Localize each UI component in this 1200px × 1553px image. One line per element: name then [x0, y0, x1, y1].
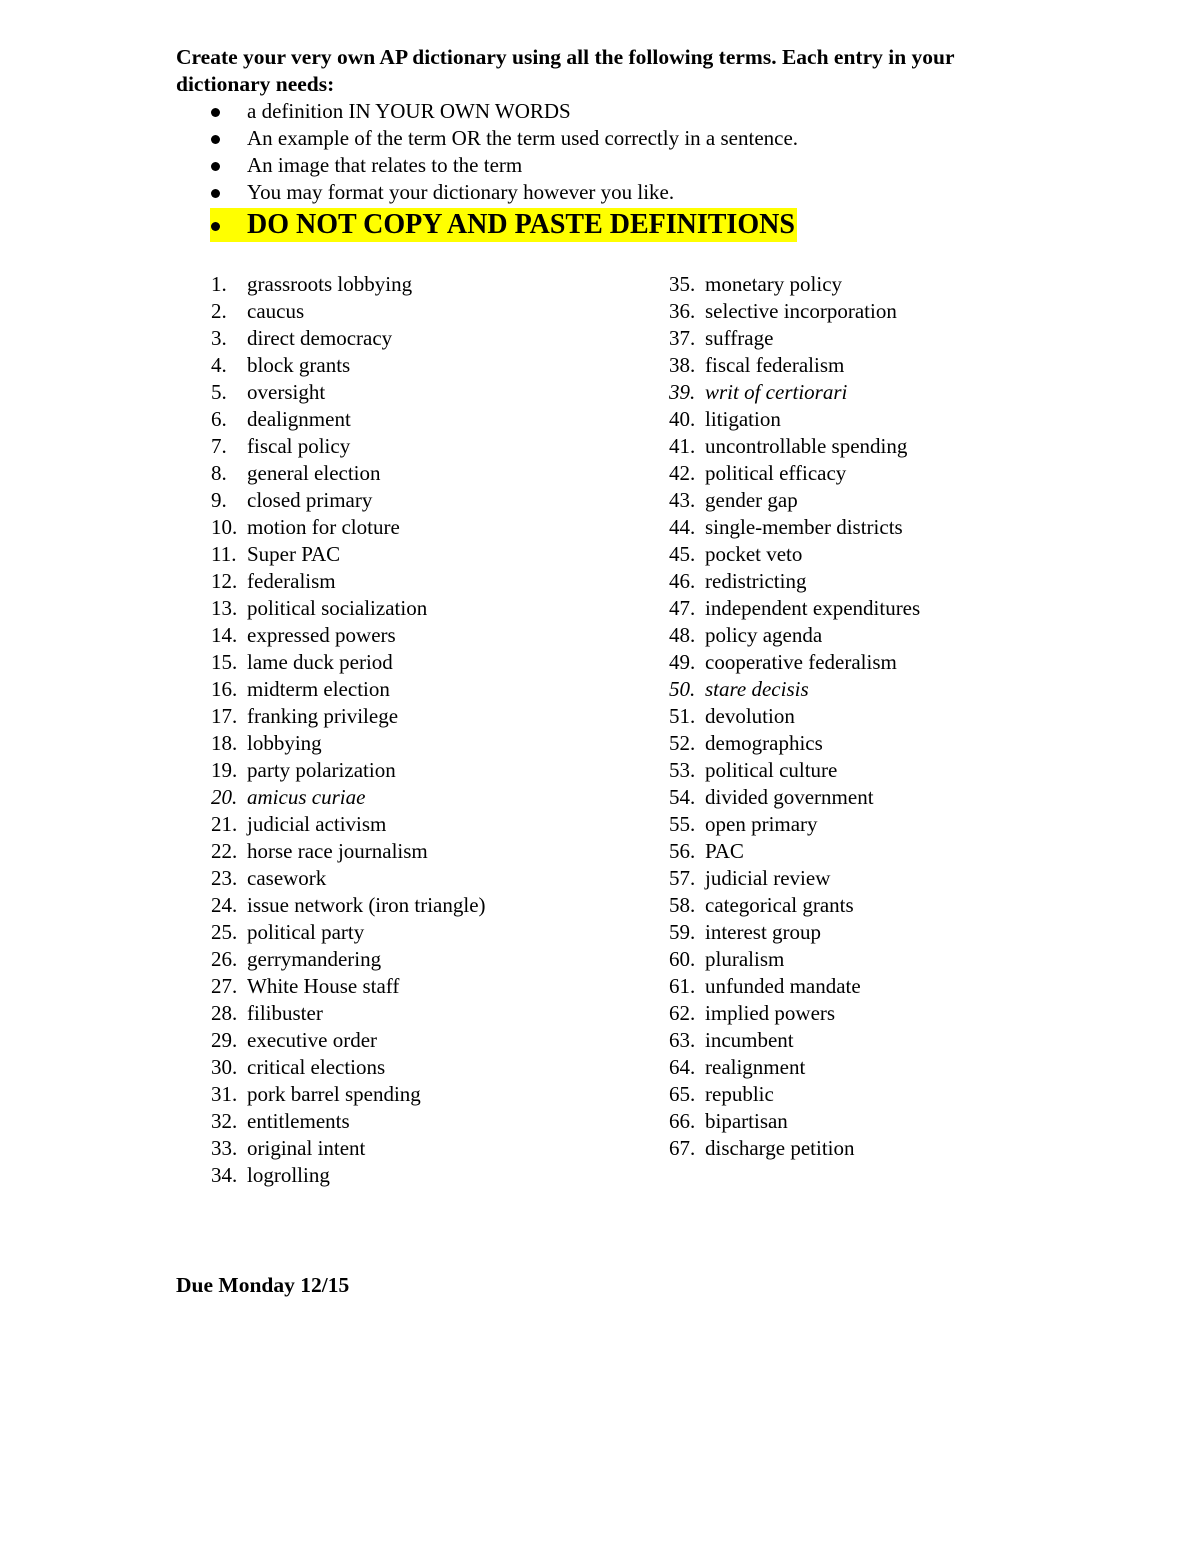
term-number: 1. [211, 272, 227, 296]
bullet-icon [211, 162, 220, 171]
term-number: 6. [211, 407, 227, 431]
requirements-list [176, 98, 798, 244]
term-text: fiscal federalism [705, 353, 845, 377]
term-text: selective incorporation [705, 299, 897, 323]
term-item [211, 595, 486, 622]
term-number: 31. [211, 1082, 238, 1106]
term-number: 36. [669, 299, 696, 323]
term-number: 25. [211, 920, 238, 944]
highlighted-warning: DO NOT COPY AND PASTE DEFINITIONS [210, 208, 797, 242]
term-number: 60. [669, 947, 696, 971]
term-text: lame duck period [247, 650, 393, 674]
term-text: entitlements [247, 1109, 350, 1133]
term-number: 61. [669, 974, 696, 998]
term-text: amicus curiae [247, 785, 366, 809]
term-item [669, 325, 920, 352]
term-text: independent expenditures [705, 596, 921, 620]
term-item [669, 1027, 920, 1054]
term-item [211, 487, 486, 514]
term-text: fiscal policy [247, 434, 351, 458]
term-item [211, 946, 486, 973]
term-item [669, 298, 920, 325]
term-text: suffrage [705, 326, 774, 350]
term-text: filibuster [247, 1001, 323, 1025]
term-number: 34. [211, 1163, 238, 1187]
term-number: 56. [669, 839, 696, 863]
term-number: 41. [669, 434, 696, 458]
term-text: implied powers [705, 1001, 836, 1025]
term-item [669, 649, 920, 676]
term-item [669, 811, 920, 838]
term-text: issue network (iron triangle) [247, 893, 486, 917]
term-text: political efficacy [705, 461, 847, 485]
term-item [669, 946, 920, 973]
bullet-icon [211, 189, 220, 198]
term-text: direct democracy [247, 326, 393, 350]
term-number: 42. [669, 461, 696, 485]
term-text: caucus [247, 299, 305, 323]
term-number: 38. [669, 353, 696, 377]
term-text: motion for cloture [247, 515, 400, 539]
term-number: 5. [211, 380, 227, 404]
term-number: 54. [669, 785, 696, 809]
term-text: pluralism [705, 947, 785, 971]
term-text: critical elections [247, 1055, 386, 1079]
requirement-text: a definition IN YOUR OWN WORDS [247, 99, 571, 123]
term-text: political culture [705, 758, 838, 782]
term-text: White House staff [247, 974, 400, 998]
term-text: horse race journalism [247, 839, 428, 863]
term-number: 35. [669, 272, 696, 296]
term-item [669, 838, 920, 865]
term-text: oversight [247, 380, 326, 404]
term-item [669, 460, 920, 487]
term-item [211, 973, 486, 1000]
term-item [669, 622, 920, 649]
term-item [211, 325, 486, 352]
term-number: 19. [211, 758, 238, 782]
term-text: party polarization [247, 758, 396, 782]
term-number: 63. [669, 1028, 696, 1052]
term-number: 8. [211, 461, 227, 485]
term-text: lobbying [247, 731, 322, 755]
term-text: Super PAC [247, 542, 341, 566]
term-item [211, 1081, 486, 1108]
term-text: general election [247, 461, 381, 485]
requirement-item [176, 125, 798, 152]
term-text: gender gap [705, 488, 798, 512]
term-number: 67. [669, 1136, 696, 1160]
term-number: 4. [211, 353, 227, 377]
term-item [669, 919, 920, 946]
term-item [211, 379, 486, 406]
term-number: 66. [669, 1109, 696, 1133]
term-text: political party [247, 920, 365, 944]
term-text: discharge petition [705, 1136, 855, 1160]
term-number: 20. [211, 785, 238, 809]
term-text: open primary [705, 812, 818, 836]
term-item [669, 568, 920, 595]
term-item [211, 757, 486, 784]
due-date: Due Monday 12/15 [176, 1273, 350, 1297]
term-number: 55. [669, 812, 696, 836]
term-number: 3. [211, 326, 227, 350]
term-item [669, 406, 920, 433]
term-item [211, 811, 486, 838]
term-number: 14. [211, 623, 238, 647]
term-number: 51. [669, 704, 696, 728]
requirement-item [176, 152, 798, 179]
term-item [669, 595, 920, 622]
term-number: 33. [211, 1136, 238, 1160]
term-item [669, 973, 920, 1000]
term-text: redistricting [705, 569, 807, 593]
term-item [669, 1135, 920, 1162]
term-number: 59. [669, 920, 696, 944]
term-item [669, 703, 920, 730]
bullet-icon [211, 222, 220, 231]
term-number: 17. [211, 704, 238, 728]
term-text: block grants [247, 353, 351, 377]
term-number: 47. [669, 596, 696, 620]
requirement-item [176, 98, 798, 125]
term-number: 21. [211, 812, 238, 836]
term-text: dealignment [247, 407, 351, 431]
term-number: 28. [211, 1001, 238, 1025]
term-text: political socialization [247, 596, 428, 620]
term-text: republic [705, 1082, 774, 1106]
term-number: 39. [669, 380, 696, 404]
term-item [669, 514, 920, 541]
warning-item [176, 208, 798, 244]
term-item [211, 865, 486, 892]
term-text: incumbent [705, 1028, 794, 1052]
term-number: 26. [211, 947, 238, 971]
term-item [211, 460, 486, 487]
term-item [669, 784, 920, 811]
term-item [211, 514, 486, 541]
term-number: 52. [669, 731, 696, 755]
term-item [211, 352, 486, 379]
term-number: 46. [669, 569, 696, 593]
term-item [211, 541, 486, 568]
term-number: 49. [669, 650, 696, 674]
term-number: 23. [211, 866, 238, 890]
term-number: 11. [211, 542, 237, 566]
term-item [669, 433, 920, 460]
term-item [211, 1135, 486, 1162]
term-item [669, 541, 920, 568]
term-item [669, 379, 920, 406]
term-number: 12. [211, 569, 238, 593]
term-item [211, 838, 486, 865]
term-number: 30. [211, 1055, 238, 1079]
terms-list-column-2 [669, 271, 920, 1162]
term-item [669, 271, 920, 298]
term-text: monetary policy [705, 272, 843, 296]
term-number: 48. [669, 623, 696, 647]
term-text: federalism [247, 569, 336, 593]
term-text: judicial activism [247, 812, 387, 836]
term-item [669, 487, 920, 514]
term-text: gerrymandering [247, 947, 382, 971]
term-text: stare decisis [705, 677, 809, 701]
term-item [211, 1027, 486, 1054]
term-number: 65. [669, 1082, 696, 1106]
term-item [211, 406, 486, 433]
term-number: 37. [669, 326, 696, 350]
term-number: 7. [211, 434, 227, 458]
term-text: grassroots lobbying [247, 272, 413, 296]
term-number: 18. [211, 731, 238, 755]
assignment-instructions: Create your very own AP dictionary using all the following terms. Each entry in your dictionary needs: [176, 45, 955, 96]
bullet-icon [211, 108, 220, 117]
term-number: 32. [211, 1109, 238, 1133]
term-item [211, 730, 486, 757]
term-text: original intent [247, 1136, 366, 1160]
term-item [211, 649, 486, 676]
term-item [669, 1081, 920, 1108]
term-text: casework [247, 866, 327, 890]
term-text: bipartisan [705, 1109, 788, 1133]
term-text: pocket veto [705, 542, 803, 566]
term-item [669, 730, 920, 757]
term-text: uncontrollable spending [705, 434, 908, 458]
term-item [211, 1108, 486, 1135]
term-text: logrolling [247, 1163, 330, 1187]
term-number: 50. [669, 677, 696, 701]
requirement-text: An image that relates to the term [247, 153, 523, 177]
term-item [211, 271, 486, 298]
term-text: cooperative federalism [705, 650, 897, 674]
requirement-text: You may format your dictionary however you like. [247, 180, 675, 204]
term-number: 57. [669, 866, 696, 890]
term-item [669, 352, 920, 379]
term-number: 53. [669, 758, 696, 782]
term-item [211, 892, 486, 919]
term-number: 22. [211, 839, 238, 863]
term-item [211, 622, 486, 649]
term-text: divided government [705, 785, 874, 809]
term-text: midterm election [247, 677, 390, 701]
bullet-icon [211, 135, 220, 144]
term-item [669, 676, 920, 703]
term-number: 10. [211, 515, 238, 539]
term-text: devolution [705, 704, 795, 728]
term-number: 15. [211, 650, 238, 674]
term-number: 16. [211, 677, 238, 701]
term-text: writ of certiorari [705, 380, 848, 404]
term-number: 9. [211, 488, 227, 512]
term-item [211, 784, 486, 811]
term-number: 44. [669, 515, 696, 539]
term-text: franking privilege [247, 704, 399, 728]
term-number: 43. [669, 488, 696, 512]
term-item [211, 676, 486, 703]
term-number: 27. [211, 974, 238, 998]
term-number: 62. [669, 1001, 696, 1025]
term-item [669, 865, 920, 892]
term-item [669, 757, 920, 784]
term-item [211, 919, 486, 946]
term-text: expressed powers [247, 623, 396, 647]
term-number: 58. [669, 893, 696, 917]
term-text: single-member districts [705, 515, 903, 539]
terms-list-column-1 [211, 271, 486, 1189]
term-item [669, 1108, 920, 1135]
term-text: executive order [247, 1028, 378, 1052]
term-item [211, 298, 486, 325]
requirement-item [176, 179, 798, 206]
term-text: litigation [705, 407, 781, 431]
term-text: realignment [705, 1055, 806, 1079]
term-number: 40. [669, 407, 696, 431]
term-text: policy agenda [705, 623, 823, 647]
term-item [211, 433, 486, 460]
term-number: 13. [211, 596, 238, 620]
term-item [211, 1054, 486, 1081]
term-item [669, 892, 920, 919]
term-text: interest group [705, 920, 822, 944]
term-number: 2. [211, 299, 227, 323]
term-number: 29. [211, 1028, 238, 1052]
term-item [669, 1000, 920, 1027]
requirement-text: An example of the term OR the term used correctly in a sentence. [247, 126, 799, 150]
term-number: 24. [211, 893, 238, 917]
term-text: closed primary [247, 488, 373, 512]
term-text: demographics [705, 731, 823, 755]
term-item [669, 1054, 920, 1081]
term-text: judicial review [705, 866, 831, 890]
term-item [211, 703, 486, 730]
term-number: 45. [669, 542, 696, 566]
term-item [211, 1000, 486, 1027]
term-number: 64. [669, 1055, 696, 1079]
term-item [211, 1162, 486, 1189]
term-text: pork barrel spending [247, 1082, 421, 1106]
term-text: categorical grants [705, 893, 854, 917]
term-text: unfunded mandate [705, 974, 861, 998]
term-text: PAC [705, 839, 744, 863]
term-item [211, 568, 486, 595]
